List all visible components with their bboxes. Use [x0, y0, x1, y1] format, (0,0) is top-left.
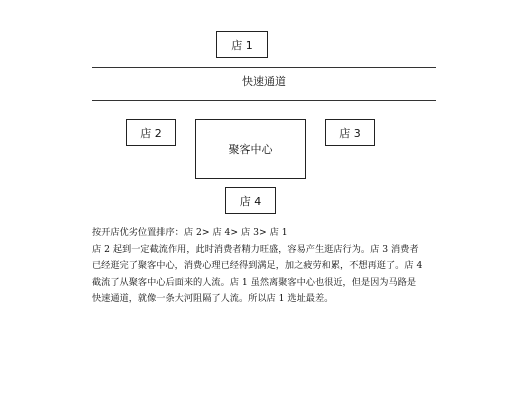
shop-4-box [225, 187, 276, 214]
shop-4-label: 店 4 [239, 194, 262, 208]
road-label: 快速通道 [242, 75, 286, 88]
shop-2-box [126, 119, 176, 146]
text-line-4: 截流了从聚客中心后面来的人流。店 1 虽然离聚客中心也很近，但是因为马路是 [92, 276, 417, 288]
shop-1-label: 店 1 [231, 38, 253, 52]
shop-1-box [216, 31, 268, 58]
text-line-2: 店 2 起到一定截流作用，此时消费者精力旺盛，容易产生逛店行为。店 3 消费者 [92, 243, 419, 255]
shop-2-label: 店 2 [140, 126, 162, 140]
shop-3-box [325, 119, 375, 146]
explanation-paragraph [92, 225, 452, 308]
center-box [195, 119, 306, 179]
text-line-1: 按开店优劣位置排序：店 2> 店 4> 店 3> 店 1 [92, 227, 288, 238]
center-label: 聚客中心 [228, 143, 273, 156]
road-top-line [92, 67, 436, 68]
road-bottom-line [92, 100, 436, 101]
shop-3-label: 店 3 [339, 126, 361, 140]
text-line-3: 已经逛完了聚客中心，消费心理已经得到满足，加之疲劳和累，不想再逛了。店 4 [92, 260, 423, 272]
text-line-5: 快速通道，就像一条大河阻隔了人流。所以店 1 选址最差。 [92, 293, 334, 305]
